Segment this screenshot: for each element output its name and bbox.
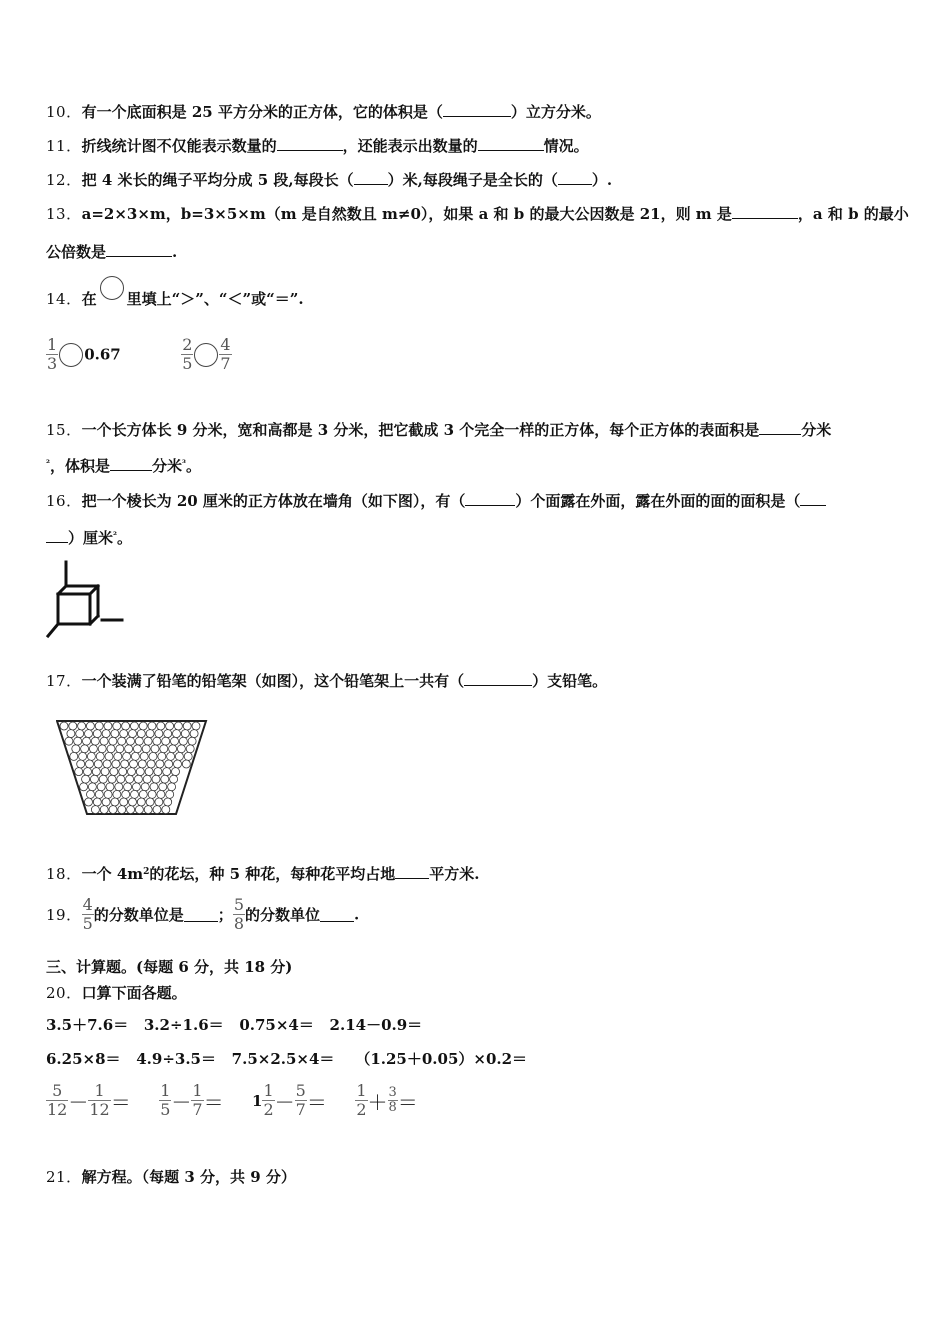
pencil-end-icon xyxy=(132,783,140,791)
pencil-end-icon xyxy=(159,783,167,791)
pencil-end-icon xyxy=(157,722,165,730)
q-number: 11． xyxy=(46,137,82,155)
pencil-end-icon xyxy=(165,760,173,768)
pencil-end-icon xyxy=(137,798,145,806)
calc-item: 3.2÷1.6＝ xyxy=(143,1016,224,1034)
pencil-end-icon xyxy=(119,768,127,776)
question-20: 20．口算下面各题。 xyxy=(46,984,187,1002)
answer-blank[interactable] xyxy=(354,170,388,185)
fraction: $\frac{4}{7}$ xyxy=(220,335,231,373)
cube-corner-figure xyxy=(44,558,128,642)
pencil-end-icon xyxy=(181,730,189,738)
pencil-end-icon xyxy=(155,730,163,738)
calc-row-3 xyxy=(46,1082,418,1119)
answer-blank[interactable] xyxy=(759,420,801,435)
pencil-end-icon xyxy=(174,760,182,768)
pencil-end-icon xyxy=(100,806,108,814)
q-number: 17． xyxy=(46,672,82,690)
pencil-end-icon xyxy=(162,737,170,745)
pencil-end-icon xyxy=(148,790,156,798)
question-16-line2: ）厘米$^{^2}$。 xyxy=(46,528,132,548)
pencil-end-icon xyxy=(101,768,109,776)
pencil-end-icon xyxy=(102,798,110,806)
q-number: 13． xyxy=(46,205,82,223)
pencil-end-icon xyxy=(109,806,117,814)
pencil-end-icon xyxy=(171,737,179,745)
pencil-end-icon xyxy=(108,775,116,783)
pencil-end-icon xyxy=(124,783,132,791)
pencil-end-icon xyxy=(172,768,180,776)
calc-item: $\frac{5}{12}$ － $\frac{1}{12}$ ＝ xyxy=(47,1081,131,1119)
q-number: 15． xyxy=(46,421,82,439)
pencil-end-icon xyxy=(67,730,75,738)
pencil-end-icon xyxy=(80,783,88,791)
fraction: $\frac{3}{8}$ xyxy=(388,1085,397,1115)
calc-item: 6.25×8＝ xyxy=(46,1050,121,1068)
pencil-end-icon xyxy=(96,752,104,760)
pencil-end-icon xyxy=(137,730,145,738)
pencil-end-icon xyxy=(144,737,152,745)
pencil-end-icon xyxy=(112,760,120,768)
answer-blank[interactable] xyxy=(106,242,172,257)
pencil-end-icon xyxy=(102,730,110,738)
pencil-end-icon xyxy=(86,722,94,730)
pencil-end-icon xyxy=(114,752,122,760)
pencil-end-icon xyxy=(127,737,135,745)
pencil-end-icon xyxy=(122,790,130,798)
answer-blank[interactable] xyxy=(395,864,429,879)
question-11: 11．折线统计图不仅能表示数量的 ，还能表示出数量的 情况。 xyxy=(46,137,589,155)
pencil-end-icon xyxy=(167,752,175,760)
pencil-end-icon xyxy=(145,768,153,776)
pencil-end-icon xyxy=(77,760,85,768)
pencil-end-icon xyxy=(91,806,99,814)
pencil-end-icon xyxy=(156,760,164,768)
pencil-end-icon xyxy=(60,722,68,730)
pencil-end-icon xyxy=(118,737,126,745)
pencil-end-icon xyxy=(133,745,141,753)
pencil-end-icon xyxy=(122,722,130,730)
pencil-end-icon xyxy=(140,752,148,760)
pencil-end-icon xyxy=(120,730,128,738)
question-13: 13．a=2×3×m，b=3×5×m（m 是自然数且 m≠0），如果 a 和 b 的最大公因数是 21，则 m 是 ，a 和 b 的最小 xyxy=(46,205,909,223)
pencil-end-icon xyxy=(161,775,169,783)
question-14: 14．在 里填上“＞”、“＜”或“＝”. xyxy=(46,288,304,312)
pencil-end-icon xyxy=(143,775,151,783)
pencil-end-icon xyxy=(188,737,196,745)
pencil-end-icon xyxy=(131,790,139,798)
pencil-end-icon xyxy=(111,730,119,738)
pencil-end-icon xyxy=(76,730,84,738)
question-21: 21．解方程。（每题 3 分，共 9 分） xyxy=(46,1168,296,1186)
calc-item: （1.25＋0.05）×0.2＝ xyxy=(355,1050,528,1068)
pencil-end-icon xyxy=(138,760,146,768)
calc-row-1 xyxy=(46,1015,422,1035)
pencil-end-icon xyxy=(82,775,90,783)
question-15-line2: $^{^2}$，体积是 分米$^{^3}$。 xyxy=(46,457,201,475)
pencil-end-icon xyxy=(86,760,94,768)
calc-item: 0.75×4＝ xyxy=(239,1016,314,1034)
compare-circle-icon xyxy=(100,276,124,300)
question-10: 10．有一个底面积是 25 平方分米的正方体，它的体积是（ ）立方分米。 xyxy=(46,103,601,121)
pencil-end-icon xyxy=(168,783,176,791)
pencil-end-icon xyxy=(103,760,111,768)
calc-item: 3.5＋7.6＝ xyxy=(46,1016,129,1034)
pencil-end-icon xyxy=(154,768,162,776)
pencil-end-icon xyxy=(130,722,138,730)
q-number: 19． xyxy=(46,906,82,924)
pencil-end-icon xyxy=(135,806,143,814)
pencil-end-icon xyxy=(104,790,112,798)
pencil-end-icon xyxy=(89,745,97,753)
pencil-end-icon xyxy=(135,737,143,745)
pencil-end-icon xyxy=(129,798,137,806)
compare-circle-icon[interactable] xyxy=(194,343,218,367)
q-number: 16． xyxy=(46,492,82,510)
q-number: 20． xyxy=(46,984,82,1002)
fraction: $\frac{4}{5}$ xyxy=(82,895,93,933)
pencil-end-icon xyxy=(90,775,98,783)
pencil-end-icon xyxy=(139,790,147,798)
pencil-end-icon xyxy=(139,722,147,730)
calc-item: $\frac{1}{2}$ ＋ $\frac{3}{8}$ ＝ xyxy=(356,1081,418,1119)
pencil-end-icon xyxy=(117,775,125,783)
pencil-end-icon xyxy=(78,722,86,730)
pencil-end-icon xyxy=(97,783,105,791)
answer-blank[interactable] xyxy=(478,136,544,151)
question-17: 17．一个装满了铅笔的铅笔架（如图），这个铅笔架上一共有（ ）支铅笔。 xyxy=(46,672,608,690)
pencil-end-icon xyxy=(127,806,135,814)
pencil-end-icon xyxy=(149,752,157,760)
calc-item: 7.5×2.5×4＝ xyxy=(231,1050,335,1068)
pencil-end-icon xyxy=(144,806,152,814)
pencil-end-icon xyxy=(192,722,200,730)
pencil-end-icon xyxy=(81,745,89,753)
pencil-end-icon xyxy=(123,752,131,760)
question-19: 19． $\frac{4}{5}$ 的分数单位是 ； $\frac{5}{8}$ 的分数单位 . xyxy=(46,895,360,933)
pencil-end-icon xyxy=(110,768,118,776)
pencil-end-icon xyxy=(120,798,128,806)
question-18: 18．一个 $4m^2$的花坛，种 5 种花，每种花平均占地 平方米. xyxy=(46,865,480,883)
pencil-end-icon xyxy=(146,730,154,738)
fraction: $\frac{1}{2}$ xyxy=(356,1081,367,1119)
answer-blank[interactable] xyxy=(184,907,218,922)
answer-blank[interactable] xyxy=(732,204,798,219)
pencil-end-icon xyxy=(93,730,101,738)
pencil-end-icon xyxy=(160,745,168,753)
calc-row-2 xyxy=(46,1049,527,1069)
pencil-end-icon xyxy=(177,745,185,753)
pencil-end-icon xyxy=(183,722,191,730)
pencil-end-icon xyxy=(170,775,178,783)
pencil-end-icon xyxy=(134,775,142,783)
pencil-end-icon xyxy=(91,737,99,745)
pencil-end-icon xyxy=(142,745,150,753)
pencil-end-icon xyxy=(126,775,134,783)
pencil-end-icon xyxy=(190,730,198,738)
fraction: $\frac{1}{5}$ xyxy=(160,1081,171,1119)
pencil-end-icon xyxy=(92,768,100,776)
pencil-end-icon xyxy=(174,722,182,730)
pencil-end-icon xyxy=(95,722,103,730)
fraction: $\frac{1}{12}$ xyxy=(89,1081,110,1119)
pencil-end-icon xyxy=(173,730,181,738)
pencil-end-icon xyxy=(98,745,106,753)
pencil-end-icon xyxy=(151,745,159,753)
pencil-end-icon xyxy=(88,783,96,791)
pencil-end-icon xyxy=(179,737,187,745)
pencil-end-icon xyxy=(155,798,163,806)
pencil-end-icon xyxy=(118,806,126,814)
pencil-end-icon xyxy=(99,775,107,783)
pencil-end-icon xyxy=(129,730,137,738)
pencil-end-icon xyxy=(141,783,149,791)
q-number: 18． xyxy=(46,865,82,883)
pencil-end-icon xyxy=(175,752,183,760)
answer-blank[interactable] xyxy=(320,907,354,922)
q-number: 21． xyxy=(46,1168,82,1186)
pencil-end-icon xyxy=(163,768,171,776)
pencil-end-icon xyxy=(158,752,166,760)
pencil-end-icon xyxy=(162,806,170,814)
pencil-end-icon xyxy=(113,790,121,798)
q-number: 14． xyxy=(46,290,82,308)
pencil-end-icon xyxy=(164,730,172,738)
section-title: 三、计算题。(每题 6 分，共 18 分) xyxy=(46,958,293,976)
pencil-end-icon xyxy=(116,745,124,753)
pencil-end-icon xyxy=(128,768,136,776)
fraction: $\frac{5}{8}$ xyxy=(233,895,244,933)
pencil-end-icon xyxy=(75,768,83,776)
answer-blank[interactable] xyxy=(277,136,343,151)
pencil-end-icon xyxy=(121,760,129,768)
pencil-end-icon xyxy=(166,790,174,798)
pencil-end-icon xyxy=(94,760,102,768)
pencil-end-icon xyxy=(146,798,154,806)
pencil-end-icon xyxy=(186,745,194,753)
pencil-end-icon xyxy=(109,737,117,745)
fraction: $\frac{2}{5}$ xyxy=(182,335,193,373)
pencil-end-icon xyxy=(152,775,160,783)
pencil-end-icon xyxy=(147,760,155,768)
pencil-end-icon xyxy=(83,737,91,745)
pencil-end-icon xyxy=(85,798,93,806)
pencil-end-icon xyxy=(182,760,190,768)
pencil-end-icon xyxy=(95,790,103,798)
pencil-end-icon xyxy=(131,752,139,760)
calc-item: 2.14－0.9＝ xyxy=(329,1016,423,1034)
fraction: $\frac{5}{12}$ xyxy=(47,1081,68,1119)
pencil-end-icon xyxy=(104,722,112,730)
q-number: 12． xyxy=(46,171,82,189)
pencil-end-icon xyxy=(84,768,92,776)
pencil-end-icon xyxy=(115,783,123,791)
pencil-end-icon xyxy=(65,737,73,745)
pencil-end-icon xyxy=(136,768,144,776)
pencil-end-icon xyxy=(100,737,108,745)
pencil-end-icon xyxy=(105,752,113,760)
answer-blank[interactable] xyxy=(46,528,68,543)
pencil-end-icon xyxy=(69,722,77,730)
compare-circle-icon[interactable] xyxy=(59,343,83,367)
calc-item: $\frac{1}{5}$ － $\frac{1}{7}$ ＝ xyxy=(160,1081,224,1119)
pencil-end-icon xyxy=(166,722,174,730)
pencil-rack-figure xyxy=(56,718,208,816)
pencil-end-icon xyxy=(93,798,101,806)
answer-blank[interactable] xyxy=(465,491,515,506)
fraction: $\frac{1}{2}$ xyxy=(263,1081,274,1119)
fraction: $\frac{1}{7}$ xyxy=(192,1081,203,1119)
pencil-end-icon xyxy=(72,745,80,753)
pencil-end-icon xyxy=(157,790,165,798)
pencil-end-icon xyxy=(150,783,158,791)
pencil-end-icon xyxy=(153,737,161,745)
pencil-end-icon xyxy=(148,722,156,730)
pencil-end-icon xyxy=(113,722,121,730)
calc-item: 1 $\frac{1}{2}$ － $\frac{5}{7}$ ＝ xyxy=(252,1081,327,1119)
pencil-end-icon xyxy=(111,798,119,806)
answer-blank[interactable] xyxy=(110,456,152,471)
pencil-end-icon xyxy=(125,745,133,753)
pencil-end-icon xyxy=(74,737,82,745)
question-14-items: $\frac{1}{3}$ 0.67 $\frac{2}{5}$ $\frac{4}{7}$ xyxy=(47,335,231,373)
fraction: $\frac{5}{7}$ xyxy=(295,1081,306,1119)
question-12: 12．把 4 米长的绳子平均分成 5 段,每段长（ ）米,每段绳子是全长的（ ）. xyxy=(46,171,613,189)
pencil-end-icon xyxy=(107,745,115,753)
pencil-end-icon xyxy=(184,752,192,760)
pencil-end-icon xyxy=(70,752,78,760)
pencil-end-icon xyxy=(87,790,95,798)
fraction: $\frac{1}{3}$ xyxy=(47,335,58,373)
pencil-end-icon xyxy=(169,745,177,753)
question-15: 15．一个长方体长 9 分米，宽和高都是 3 分米，把它截成 3 个完全一样的正方体，每个正方体的表面积是 分米 xyxy=(46,421,832,439)
pencil-end-icon xyxy=(85,730,93,738)
calc-item: 4.9÷3.5＝ xyxy=(136,1050,216,1068)
q-number: 10． xyxy=(46,103,82,121)
question-13-line2: 公倍数是 . xyxy=(46,243,178,261)
answer-blank[interactable] xyxy=(443,102,511,117)
pencil-end-icon xyxy=(164,798,172,806)
question-16: 16．把一个棱长为 20 厘米的正方体放在墙角（如下图），有（ ）个面露在外面，露在外面的面的面积是（ xyxy=(46,491,826,511)
answer-blank[interactable] xyxy=(558,170,592,185)
pencil-end-icon xyxy=(106,783,114,791)
pencil-end-icon xyxy=(87,752,95,760)
answer-blank[interactable] xyxy=(800,491,826,506)
pencil-end-icon xyxy=(79,752,87,760)
answer-blank[interactable] xyxy=(464,671,532,686)
pencil-end-icon xyxy=(130,760,138,768)
pencil-end-icon xyxy=(153,806,161,814)
